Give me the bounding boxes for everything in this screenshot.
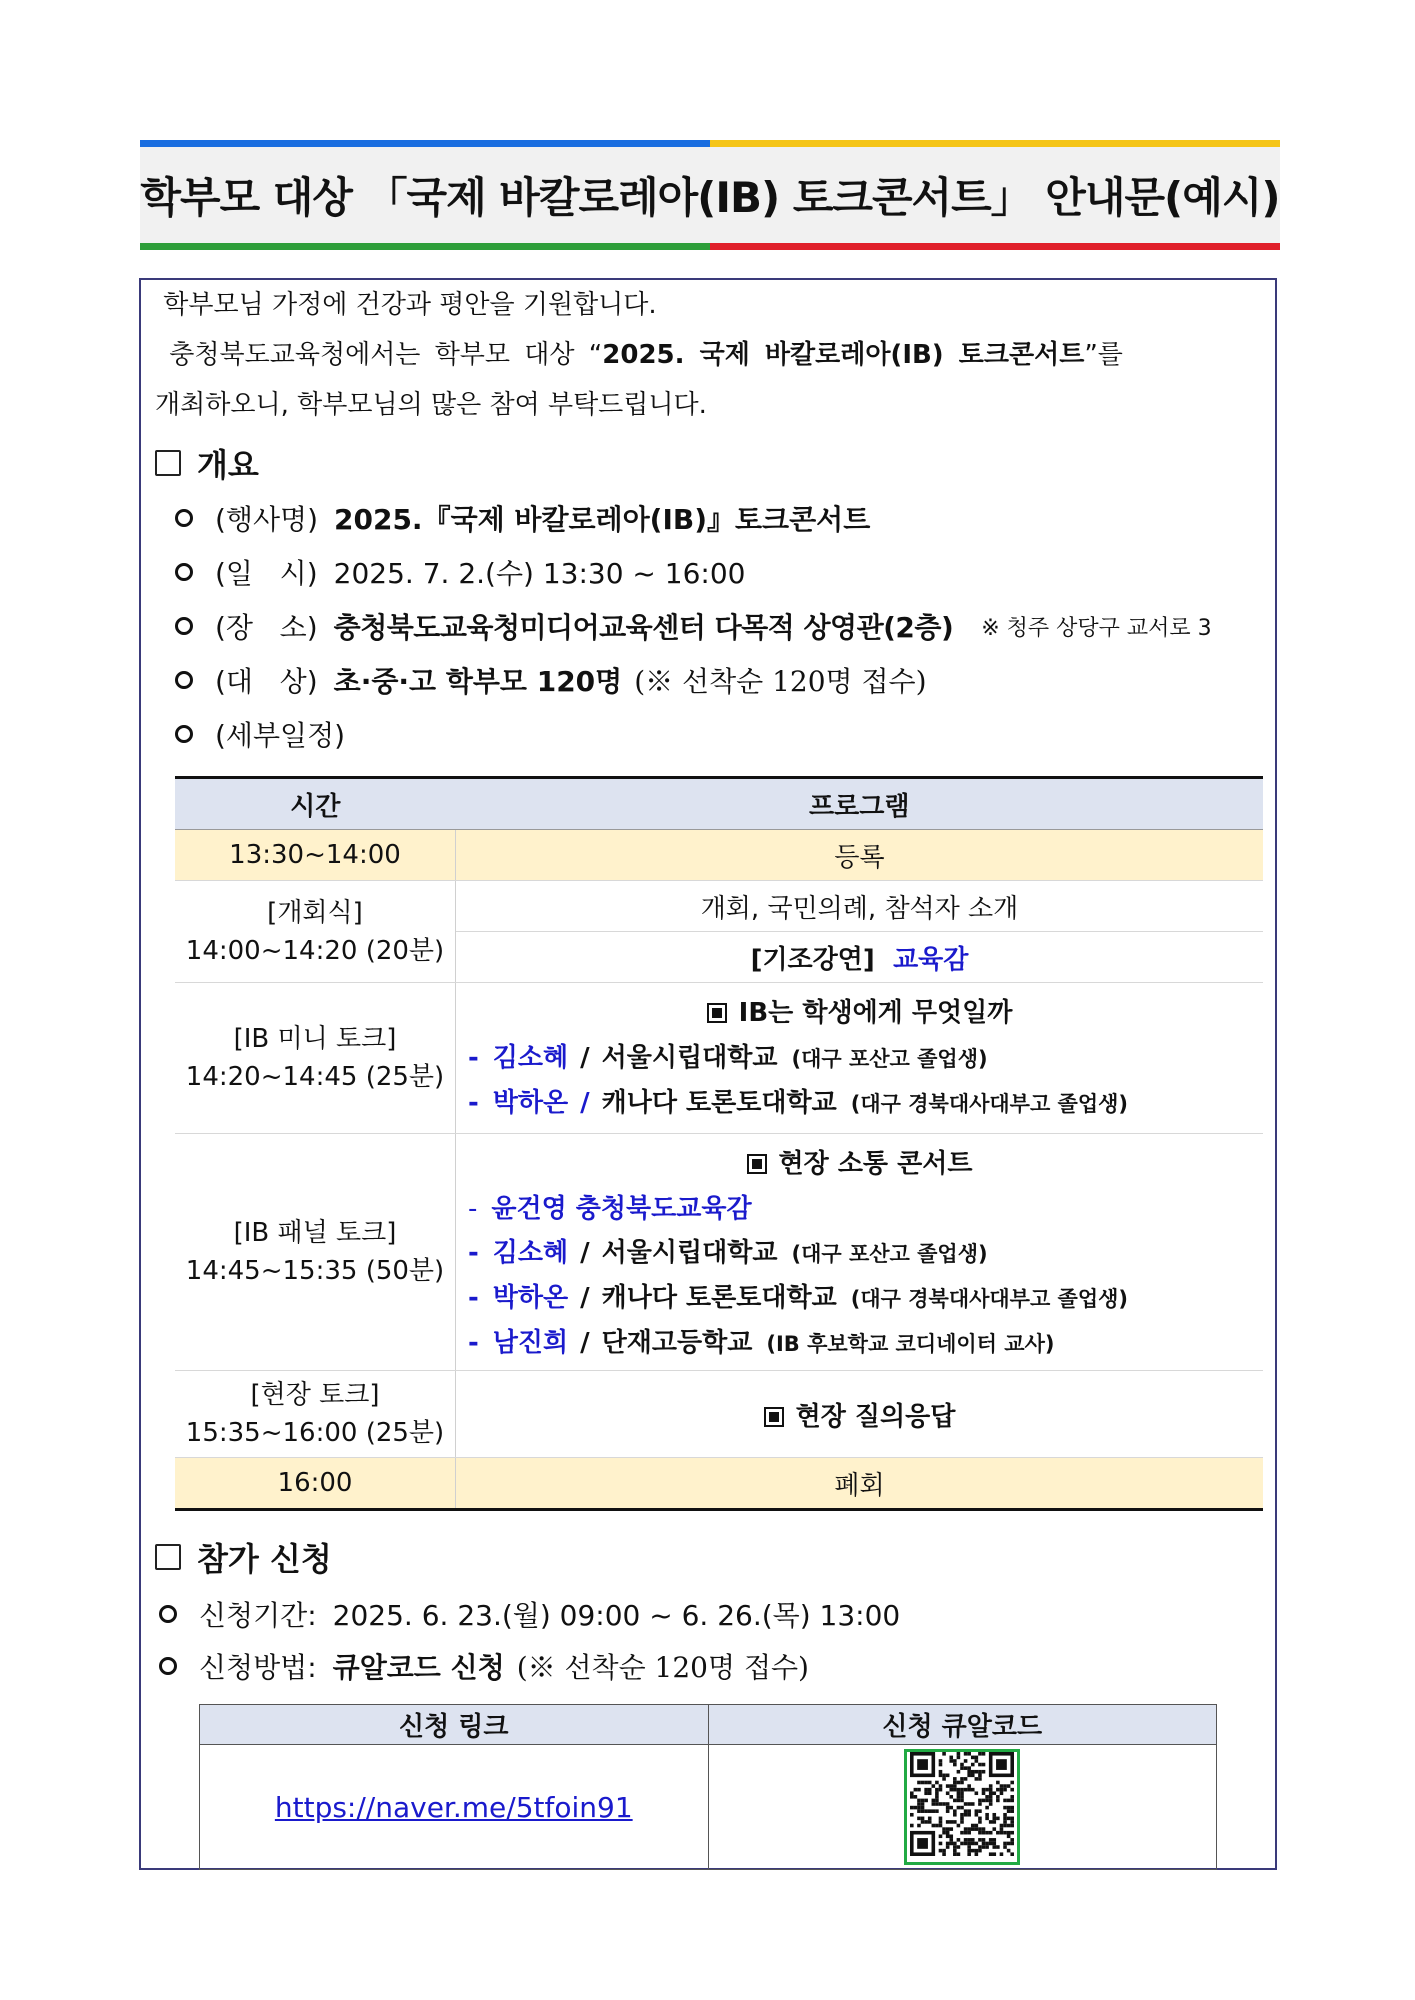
panel-speaker-1 <box>456 1231 1263 1276</box>
field-program-title: 현장 질의응답 <box>795 1401 956 1432</box>
speaker-note: (대구 포산고 졸업생) <box>791 1047 988 1071</box>
schedule-header-row <box>175 778 1263 830</box>
opening-program-2 <box>456 932 1264 983</box>
opening-program-1: 개회, 국민의례, 참석자 소개 <box>456 881 1264 932</box>
mini-program-title-text: IB는 학생에게 무엇일까 <box>738 998 1013 1028</box>
panel-speaker-3 <box>456 1321 1263 1370</box>
circle-bullet-icon <box>175 725 193 743</box>
square-bullet-icon <box>747 1154 767 1174</box>
panel-speaker-2 <box>456 1276 1263 1321</box>
apply-link[interactable]: https://naver.me/5tfoin91 <box>274 1790 633 1824</box>
overview-detail <box>175 714 345 754</box>
place-value: 충청북도교육청미디어교육센터 다목적 상영관(2층) <box>333 611 954 644</box>
dash: - <box>468 1043 479 1073</box>
speaker-school: 서울시립대학교 <box>601 1043 778 1073</box>
panel-program-title <box>456 1135 1263 1187</box>
separator: / <box>580 1282 590 1313</box>
intro-line-2-post: ”를 <box>1084 340 1123 370</box>
opening-time-cell <box>175 881 456 983</box>
speaker-note: (대구 경북대사대부고 졸업생) <box>850 1092 1129 1116</box>
place-label: (장 소) <box>215 611 318 644</box>
event-value: 2025.『국제 바칼로레아(IB)』토크콘서트 <box>334 503 871 536</box>
period-value: 2025. 6. 23.(월) 09:00 ~ 6. 26.(목) 13:00 <box>332 1599 901 1632</box>
detail-label: (세부일정) <box>215 719 346 752</box>
intro-line-3: 개최하오니, 학부모님의 많은 참여 부탁드립니다. <box>155 390 707 420</box>
speaker-name: 김소혜 <box>492 1043 569 1073</box>
speaker-school: 서울시립대학교 <box>601 1237 778 1268</box>
circle-bullet-icon <box>175 563 193 581</box>
square-bullet-icon <box>707 1003 727 1023</box>
table-row <box>175 983 1263 1134</box>
separator: / <box>580 1088 590 1118</box>
closing-program: 폐회 <box>456 1458 1264 1510</box>
closing-time: 16:00 <box>175 1458 456 1510</box>
separator: / <box>580 1237 590 1268</box>
date-value: 2025. 7. 2.(수) 13:30 ~ 16:00 <box>333 557 746 590</box>
registration-program: 등록 <box>456 830 1264 881</box>
page-title: 학부모 대상 「국제 바칼로레아(IB) 토크콘서트」 안내문(예시) <box>140 173 1280 222</box>
target-note: (※ 선착순 120명 접수) <box>634 665 927 698</box>
table-row <box>175 1134 1263 1371</box>
opening-time: 14:00~14:20 (20분) <box>185 935 445 966</box>
field-time: 15:35~16:00 (25분) <box>185 1418 445 1448</box>
method-note: (※ 선착순 120명 접수) <box>516 1651 809 1684</box>
header-qr: 신청 큐알코드 <box>708 1705 1217 1745</box>
date-label: (일 시) <box>215 557 318 590</box>
circle-bullet-icon <box>175 617 193 635</box>
speaker-note: (대구 경북대사대부고 졸업생) <box>850 1286 1129 1311</box>
checkbox-icon <box>155 1544 181 1570</box>
mini-program-cell <box>456 983 1264 1134</box>
title-top-bar <box>140 140 1280 147</box>
qr-cell <box>708 1745 1217 1870</box>
intro-line-1 <box>155 280 657 330</box>
method-value: 큐알코드 신청 <box>332 1651 505 1684</box>
speaker-name: 남진희 <box>492 1327 569 1358</box>
panel-program-cell <box>456 1134 1264 1371</box>
header-time: 시간 <box>175 778 456 830</box>
dash: - <box>468 1193 478 1224</box>
panel-title: [IB 패널 토크] <box>233 1218 397 1248</box>
target-value: 초·중·고 학부모 120명 <box>333 665 623 698</box>
dash: - <box>468 1327 479 1358</box>
method-label: 신청방법: <box>199 1651 317 1684</box>
apply-heading-text: 참가 신청 <box>197 1540 332 1578</box>
mini-time: 14:20~14:45 (25분) <box>185 1062 445 1092</box>
panel-program-title-text: 현장 소통 콘서트 <box>778 1148 973 1179</box>
link-cell <box>200 1745 709 1870</box>
square-bullet-icon <box>764 1407 784 1427</box>
apply-period <box>159 1594 900 1634</box>
separator: / <box>580 1043 590 1073</box>
field-title: [현장 토크] <box>250 1380 380 1410</box>
link-row <box>200 1745 1217 1870</box>
mini-title: [IB 미니 토크] <box>233 1024 397 1054</box>
circle-bullet-icon <box>175 509 193 527</box>
checkbox-icon <box>155 450 181 476</box>
opening-title: [개회식] <box>267 897 363 928</box>
separator: / <box>580 1327 590 1358</box>
place-note: ※ 청주 상당구 교서로 3 <box>981 615 1212 641</box>
intro-greeting: 학부모님 가정에 건강과 평안을 기원합니다. <box>163 290 657 320</box>
mini-speaker-1 <box>456 1036 1263 1081</box>
keynote-speaker: 교육감 <box>893 944 969 975</box>
header-link: 신청 링크 <box>200 1705 709 1745</box>
title-bottom-bar <box>140 243 1280 250</box>
overview-place <box>175 606 1212 646</box>
field-program-cell <box>456 1371 1264 1458</box>
speaker-school: 캐나다 토론토대학교 <box>601 1088 837 1118</box>
speaker-name: 김소혜 <box>492 1237 569 1268</box>
event-label: (행사명) <box>215 503 318 536</box>
intro-event-name: 2025. 국제 바칼로레아(IB) 토크콘서트 <box>602 340 1085 370</box>
table-row <box>175 830 1263 881</box>
title-banner <box>140 140 1280 250</box>
circle-bullet-icon <box>159 1605 177 1623</box>
mini-program-title <box>456 984 1263 1036</box>
panel-time-cell <box>175 1134 456 1371</box>
speaker-school: 단재고등학교 <box>601 1327 753 1358</box>
speaker-name: 박하온 <box>492 1088 569 1118</box>
speaker-school: 캐나다 토론토대학교 <box>601 1282 837 1313</box>
dash: - <box>468 1088 479 1118</box>
overview-heading <box>155 440 259 486</box>
table-row <box>175 881 1263 932</box>
target-label: (대 상) <box>215 665 318 698</box>
table-row <box>175 1371 1263 1458</box>
mini-time-cell <box>175 983 456 1134</box>
speaker-note: (IB 후보학교 코디네이터 교사) <box>766 1331 1055 1356</box>
intro-line-2 <box>155 330 1255 380</box>
dash: - <box>468 1237 479 1268</box>
apply-method <box>159 1646 809 1686</box>
qr-code-graphic <box>910 1752 1014 1856</box>
host-name: 윤건영 충청북도교육감 <box>491 1193 752 1224</box>
intro-line-2-pre: 충청북도교육청에서는 학부모 대상 “ <box>169 340 603 370</box>
main-content-box <box>139 278 1277 1870</box>
table-row <box>175 1458 1263 1510</box>
registration-time: 13:30~14:00 <box>175 830 456 881</box>
overview-date <box>175 552 746 592</box>
speaker-name: 박하온 <box>492 1282 569 1313</box>
panel-host <box>456 1187 1263 1231</box>
keynote-label: [기조강연] <box>750 944 875 975</box>
field-time-cell <box>175 1371 456 1458</box>
mini-speaker-2 <box>456 1081 1263 1132</box>
speaker-note: (대구 포산고 졸업생) <box>791 1241 988 1266</box>
apply-heading <box>155 1534 332 1580</box>
title-box <box>140 147 1280 243</box>
panel-time: 14:45~15:35 (50분) <box>185 1256 445 1286</box>
circle-bullet-icon <box>175 671 193 689</box>
dash: - <box>468 1282 479 1313</box>
header-program: 프로그램 <box>456 778 1264 830</box>
link-header-row <box>200 1705 1217 1745</box>
period-label: 신청기간: <box>199 1599 317 1632</box>
apply-link-table <box>199 1704 1217 1870</box>
overview-event <box>175 498 870 538</box>
overview-target <box>175 660 927 700</box>
qr-code-icon[interactable] <box>904 1749 1020 1865</box>
circle-bullet-icon <box>159 1657 177 1675</box>
overview-heading-text: 개요 <box>197 446 259 484</box>
schedule-table <box>175 776 1263 1511</box>
